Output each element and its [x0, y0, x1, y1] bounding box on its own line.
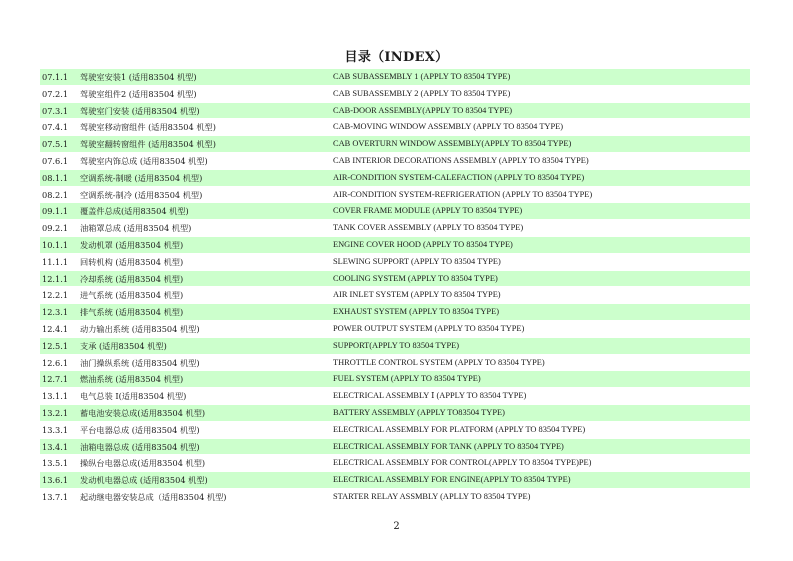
entry-title-chinese: 电气总装 Ⅰ(适用83504 机型) — [80, 391, 187, 402]
entry-code: 07.5.1 — [42, 139, 69, 150]
page-number: 2 — [393, 521, 400, 532]
entry-title-chinese: 驾驶室翻转窗组件 (适用83504 机型) — [80, 139, 216, 150]
entry-title-english: COVER FRAME MODULE (APPLY TO 83504 TYPE) — [333, 206, 523, 216]
entry-title-chinese: 平台电器总成 (适用83504 机型) — [80, 424, 200, 435]
entry-title-english: AIR-CONDITION SYSTEM-REFRIGERATION (APPLY TO 83504 TYPE) — [333, 189, 593, 199]
entry-title-english: ELECTRICAL ASSEMBLY FOR TANK (APPLY TO 83504 TYPE) — [333, 441, 564, 451]
index-row[interactable] — [40, 388, 750, 405]
entry-title-english: AIR INLET SYSTEM (APPLY TO 83504 TYPE) — [333, 290, 501, 300]
index-row[interactable] — [40, 203, 750, 220]
index-row[interactable] — [40, 355, 750, 372]
index-row[interactable] — [40, 338, 750, 355]
entry-title-chinese: 空调系统-制冷 (适用83504 机型) — [80, 189, 203, 200]
index-row[interactable] — [40, 69, 750, 86]
entry-title-chinese: 油门操纵系统 (适用83504 机型) — [80, 357, 200, 368]
index-row[interactable] — [40, 86, 750, 103]
entry-title-chinese: 进气系统 (适用83504 机型) — [80, 290, 184, 301]
entry-title-english: ENGINE COVER HOOD (APPLY TO 83504 TYPE) — [333, 239, 513, 249]
entry-title-chinese: 操纵台电器总成(适用83504 机型) — [80, 458, 206, 469]
index-row[interactable] — [40, 187, 750, 204]
index-row[interactable] — [40, 136, 750, 153]
index-row[interactable] — [40, 422, 750, 439]
index-row[interactable] — [40, 254, 750, 271]
entry-code: 12.2.1 — [42, 290, 69, 301]
entry-title-english: POWER OUTPUT SYSTEM (APPLY TO 83504 TYPE) — [333, 323, 525, 333]
entry-title-chinese: 驾驶室安装1 (适用83504 机型) — [80, 72, 197, 82]
entry-title-english: ELECTRICAL ASSEMBLY FOR ENGINE(APPLY TO 83504 TYPE) — [333, 475, 571, 485]
entry-code: 13.6.1 — [42, 475, 69, 486]
index-row[interactable] — [40, 271, 750, 288]
entry-title-chinese: 排气系统 (适用83504 机型) — [80, 307, 184, 318]
entry-title-chinese: 发动机罩 (适用83504 机型) — [80, 239, 184, 250]
index-row[interactable] — [40, 439, 750, 456]
index-row[interactable] — [40, 455, 750, 472]
entry-title-english: THROTTLE CONTROL SYSTEM (APPLY TO 83504 TYPE) — [333, 357, 545, 367]
entry-code: 07.3.1 — [42, 105, 69, 116]
index-row[interactable] — [40, 472, 750, 489]
index-table — [40, 69, 750, 506]
entry-code: 13.4.1 — [42, 441, 69, 452]
entry-code: 12.4.1 — [42, 323, 69, 334]
entry-code: 08.1.1 — [42, 172, 69, 183]
entry-code: 11.1.1 — [42, 256, 69, 267]
entry-code: 07.6.1 — [42, 155, 69, 166]
entry-title-chinese: 驾驶室门安装 (适用83504 机型) — [80, 105, 200, 116]
entry-title-chinese: 覆盖件总成(适用83504 机型) — [80, 206, 189, 217]
entry-title-chinese: 冷却系统 (适用83504 机型) — [80, 273, 184, 284]
entry-code: 07.2.1 — [42, 88, 69, 99]
entry-title-english: SUPPORT(APPLY TO 83504 TYPE) — [333, 340, 460, 350]
entry-title-chinese: 驾驶室内饰总成 (适用83504 机型) — [80, 155, 208, 166]
index-row[interactable] — [40, 153, 750, 170]
entry-title-english: FUEL SYSTEM (APPLY TO 83504 TYPE) — [333, 374, 481, 384]
entry-code: 12.7.1 — [42, 374, 69, 385]
index-row[interactable] — [40, 405, 750, 422]
entry-code: 09.1.1 — [42, 206, 69, 217]
index-row[interactable] — [40, 304, 750, 321]
entry-title-english: CAB INTERIOR DECORATIONS ASSEMBLY (APPLY TO 83504 TYPE) — [333, 155, 589, 165]
index-row[interactable] — [40, 287, 750, 304]
entry-title-english: BATTERY ASSEMBLY (APPLY TO83504 TYPE) — [333, 407, 505, 417]
entry-title-english: ELECTRICAL ASSEMBLY Ⅰ (APPLY TO 83504 TYPE) — [333, 391, 527, 401]
entry-title-english: SLEWING SUPPORT (APPLY TO 83504 TYPE) — [333, 256, 501, 266]
entry-title-chinese: 起动继电器安装总成（适用83504 机型) — [80, 491, 227, 502]
entry-code: 09.2.1 — [42, 223, 69, 234]
entry-title-chinese: 蓄电池安装总成(适用83504 机型) — [80, 407, 206, 418]
entry-title-english: CAB OVERTURN WINDOW ASSEMBLY(APPLY TO 83504 TYPE) — [333, 139, 572, 149]
index-row[interactable] — [40, 321, 750, 338]
entry-title-english: CAB SUBASSEMBLY 1 (APPLY TO 83504 TYPE) — [333, 72, 511, 81]
entry-title-english: TANK COVER ASSEMBLY (APPLY TO 83504 TYPE) — [333, 223, 524, 233]
page-title: 目录（INDEX） — [344, 50, 449, 65]
entry-code: 13.1.1 — [42, 391, 69, 402]
index-row[interactable] — [40, 119, 750, 136]
entry-title-chinese: 支承 (适用83504 机型) — [80, 340, 167, 351]
entry-title-english: CAB-DOOR ASSEMBLY(APPLY TO 83504 TYPE) — [333, 105, 513, 115]
entry-code: 13.2.1 — [42, 407, 69, 418]
entry-code: 12.3.1 — [42, 307, 69, 318]
entry-title-english: ELECTRICAL ASSEMBLY FOR PLATFORM (APPLY TO 83504 TYPE) — [333, 424, 586, 434]
entry-title-chinese: 驾驶室组件2 (适用83504 机型) — [80, 88, 197, 99]
entry-title-chinese: 燃油系统 (适用83504 机型) — [80, 374, 184, 385]
entry-title-english: CAB SUBASSEMBLY 2 (APPLY TO 83504 TYPE) — [333, 88, 511, 98]
index-row[interactable] — [40, 489, 750, 506]
entry-code: 12.1.1 — [42, 273, 69, 284]
entry-code: 12.6.1 — [42, 357, 69, 368]
entry-title-english: STARTER RELAY ASSMBLY (APLLY TO 83504 TYPE) — [333, 491, 531, 501]
entry-code: 13.5.1 — [42, 458, 69, 469]
entry-title-chinese: 油箱罩总成 (适用83504 机型) — [80, 223, 192, 234]
index-row[interactable] — [40, 220, 750, 237]
entry-title-english: COOLING SYSTEM (APPLY TO 83504 TYPE) — [333, 273, 498, 283]
entry-title-chinese: 发动机电器总成 (适用83504 机型) — [80, 475, 208, 486]
entry-code: 13.3.1 — [42, 424, 69, 435]
entry-code: 12.5.1 — [42, 340, 69, 351]
entry-code: 07.1.1 — [42, 72, 69, 82]
entry-title-english: AIR-CONDITION SYSTEM-CALEFACTION (APPLY TO 83504 TYPE) — [333, 172, 585, 182]
entry-title-english: CAB-MOVING WINDOW ASSEMBLY (APPLY TO 83504 TYPE) — [333, 122, 564, 132]
entry-title-english: ELECTRICAL ASSEMBLY FOR CONTROL(APPLY TO 83504 TYPE)PE) — [333, 458, 592, 468]
entry-title-chinese: 驾驶室移动窗组件 (适用83504 机型) — [80, 122, 216, 133]
entry-code: 10.1.1 — [42, 239, 69, 250]
entry-title-chinese: 动力输出系统 (适用83504 机型) — [80, 323, 200, 334]
index-row[interactable] — [40, 237, 750, 254]
entry-code: 13.7.1 — [42, 491, 69, 502]
index-row[interactable] — [40, 170, 750, 187]
entry-code: 08.2.1 — [42, 189, 69, 200]
entry-title-english: EXHAUST SYSTEM (APPLY TO 83504 TYPE) — [333, 307, 499, 317]
entry-title-chinese: 空调系统-制暖 (适用83504 机型) — [80, 172, 203, 183]
index-row[interactable] — [40, 371, 750, 388]
entry-title-chinese: 油箱电器总成 (适用83504 机型) — [80, 441, 200, 452]
index-row[interactable] — [40, 103, 750, 120]
entry-title-chinese: 回转机构 (适用83504 机型) — [80, 256, 184, 267]
entry-code: 07.4.1 — [42, 122, 69, 133]
